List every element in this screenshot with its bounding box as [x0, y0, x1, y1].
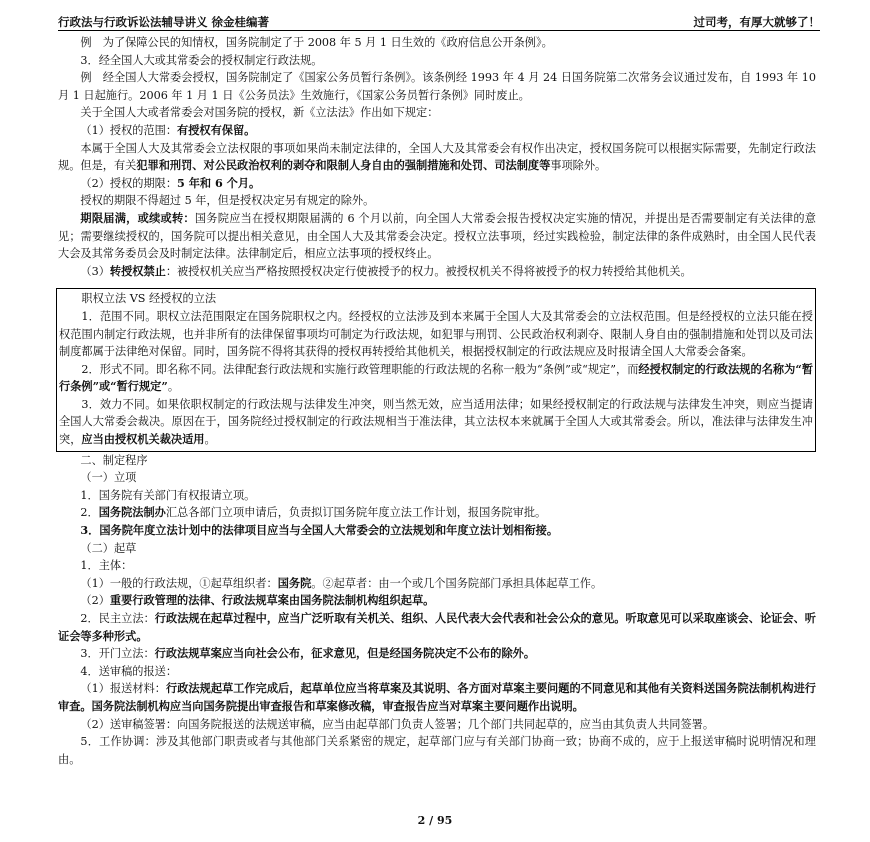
- bold-text: 转授权禁止: [109, 263, 166, 278]
- paragraph: [58, 104, 816, 122]
- text: 授权的期限不得超过 5 年，但是授权决定另有规定的除外。: [80, 194, 375, 208]
- bold-text: 行政法规在起草过程中，应当广泛听取有关机关、组织、人民代表大会代表和社会公众的意见。听取意见可以采取座谈会、论证会、听证会等多种形式。: [58, 611, 816, 643]
- bold-text: 期限届满，或续或转：: [80, 210, 195, 225]
- text: 汇总各部门立项申请后，负责拟订国务院年度立法工作计划，报国务院审批。: [165, 506, 547, 520]
- paragraph: 3．国务院年度立法计划中的法律项目应当与全国人大常委会的立法规划和年度立法计划相衔接。: [80, 523, 559, 538]
- paragraph: [58, 210, 816, 263]
- text: 。: [204, 433, 216, 447]
- paragraph: [58, 122, 816, 140]
- bold-text: 应当由授权机关裁决适用: [81, 432, 205, 447]
- paragraph: [58, 175, 816, 193]
- paragraph: [58, 34, 816, 52]
- text: 。②起草者：由一个或几个国务院部门承担具体起草工作。: [311, 576, 603, 590]
- box-paragraph: [59, 396, 813, 449]
- section-heading: 二、制定程序: [80, 453, 148, 467]
- text: 2．: [80, 506, 99, 520]
- page-header: [58, 14, 820, 31]
- paragraph: 5．工作协调：涉及其他部门职责或者与其他部门关系紧密的规定，起草部门应与有关部门协商一致；协商不成的，应于上报送审稿时说明情况和理由。: [58, 735, 816, 766]
- text: 例 为了保障公民的知情权，国务院制定了于 2008 年 5 月 1 日生效的《政府信息公开条例》。: [80, 36, 553, 49]
- paragraph: [58, 575, 816, 593]
- text: 例 经全国人大常委会授权，国务院制定了《国家公务员暂行条例》。该条例经 1993 年 4 月 24 日国务院第二次常务会议通过发布，自 1993 年 10 月 1 日起施行。2006 年 1 月 1 日《公务员法》生效施行，《国家公务员暂行条例》同时废止。: [58, 71, 816, 102]
- paragraph: 4．送审稿的报送：: [80, 664, 178, 678]
- text: 3．开门立法：: [80, 647, 155, 661]
- subsection-heading: （一）立项: [80, 471, 137, 485]
- text: 3．经全国人大或其常委会的授权制定行政法规。: [80, 53, 323, 67]
- bold-text: 犯罪和刑罚、对公民政治权利的剥夺和限制人身自由的强制措施和处罚、司法制度等: [136, 158, 551, 173]
- box-paragraph: [59, 361, 813, 396]
- comparison-box: [56, 288, 816, 451]
- text: （1）报送材料：: [80, 682, 166, 696]
- bold-text: 重要行政管理的法律、行政法规草案由国务院法制机构组织起草。: [109, 593, 435, 608]
- paragraph: [58, 52, 816, 70]
- text: 2．民主立法：: [80, 612, 155, 625]
- bold-text: 国务院法制办: [98, 505, 166, 520]
- paragraph: [58, 592, 816, 610]
- bold-text: 行政法规起草工作完成后，起草单位应当将草案及其说明、各方面对草案主要问题的不同意见和其他有关资料送国务院法制机构进行审查。国务院法制机构应当向国务院提出审查报告和草案修改稿，审查报告应当对草案主要问题作出说明。: [58, 681, 816, 713]
- bold-text: 国务院: [277, 575, 312, 590]
- subsection-heading: （二）起草: [80, 541, 137, 555]
- paragraph: 1．国务院有关部门有权报请立项。: [80, 488, 256, 502]
- paragraph: （2）送审稿签署：向国务院报送的法规送审稿，应当由起草部门负责人签署；几个部门共同起草的，应当由其负责人共同签署。: [80, 717, 715, 731]
- paragraph: [58, 680, 816, 715]
- box-title: 职权立法 VS 经授权的立法: [81, 292, 217, 306]
- text: （1）一般的行政法规，①起草组织者：: [80, 576, 278, 590]
- text: 国务院应当在授权期限届满的 6 个月以前，向全国人大常委会报告授权决定实施的情况，并提出是否需要制定有关法律的意见；需要继续授权的，国务院可以提出相关意见，由全国人大及其常委会决定。授权立法事项，经过实践检验，制定法律的条件成熟时，由全国人民代表大会及其常务委员会及时制定法律。法律制定后，相应立法事项的授权终止。: [58, 211, 816, 261]
- paragraph: [58, 69, 816, 104]
- bold-text: 有授权有保留。: [177, 122, 256, 137]
- text: 本属于全国人大及其常委会立法权限的事项如果尚未制定法律的，全国人大及其常委会有权作出决定，授权国务院可以根据实际需要，先制定行政法规。但是，有关: [58, 141, 816, 173]
- paragraph: [58, 140, 816, 175]
- page-content: [58, 34, 816, 768]
- header-title: 行政法与行政诉讼法辅导讲义 徐金桂编著: [58, 15, 270, 29]
- box-paragraph: 1．范围不同。职权立法范围限定在国务院职权之内。经授权的立法涉及到本来属于全国人大及其常委会的立法权范围。但是经授权的立法只能在授权范围内制定行政法规，也并非所有的法律保留事项均可制定为行政法规，如犯罪与刑罚、公民政治权利剥夺、限制人身自由的强制措施和处罚以及司法制度都属于法律绝对保留。同时，国务院不得将其获得的授权再转授给其他机关，根据授权制定的行政法规应及时报请全国人大常委会备案。: [59, 309, 813, 359]
- paragraph: 1．主体：: [80, 559, 133, 573]
- text: 3．效力不同。如果依职权制定的行政法规与法律发生冲突，则当然无效，应当适用法律；如果经授权制定的行政法规与法律发生冲突，则应当提请全国人大常委会裁决。原因在于，国务院经过授权制定的行政法规相当于准法律，其立法权本来就属于全国人大或其常委会。所以，准法律与法律发生冲突，: [59, 397, 813, 447]
- header-slogan: 过司考，有厚大就够了！: [693, 15, 820, 29]
- paragraph: [58, 645, 816, 663]
- paragraph: [58, 263, 816, 281]
- bold-text: 经授权制定的行政法规的名称为“暂行条例”或“暂行规定”: [59, 361, 814, 394]
- text: 。: [167, 380, 180, 394]
- page-number: 2 / 95: [417, 814, 453, 827]
- text: （3）: [80, 264, 110, 278]
- text: 2．形式不同。即名称不同。法律配套行政法规和实施行政管理职能的行政法规的名称一般为“条例”或“规定”，而: [81, 362, 639, 376]
- paragraph: [58, 192, 816, 210]
- text: （2）授权的期限：: [80, 176, 178, 190]
- text: （2）: [80, 594, 110, 608]
- text: 事项除外。: [550, 159, 607, 173]
- bold-text: 行政法规草案应当向社会公布，征求意见，但是经国务院决定不公布的除外。: [154, 646, 536, 661]
- paragraph: [58, 504, 816, 522]
- paragraph: [58, 610, 816, 645]
- bold-text: 5 年和 6 个月。: [177, 175, 261, 190]
- text: ：被授权机关应当严格按照授权决定行使被授予的权力。被授权机关不得将被授予的权力转授给其他机关。: [165, 264, 692, 278]
- text: （1）授权的范围：: [80, 123, 178, 137]
- text: 关于全国人大或者常委会对国务院的授权，新《立法法》作出如下规定：: [80, 106, 439, 120]
